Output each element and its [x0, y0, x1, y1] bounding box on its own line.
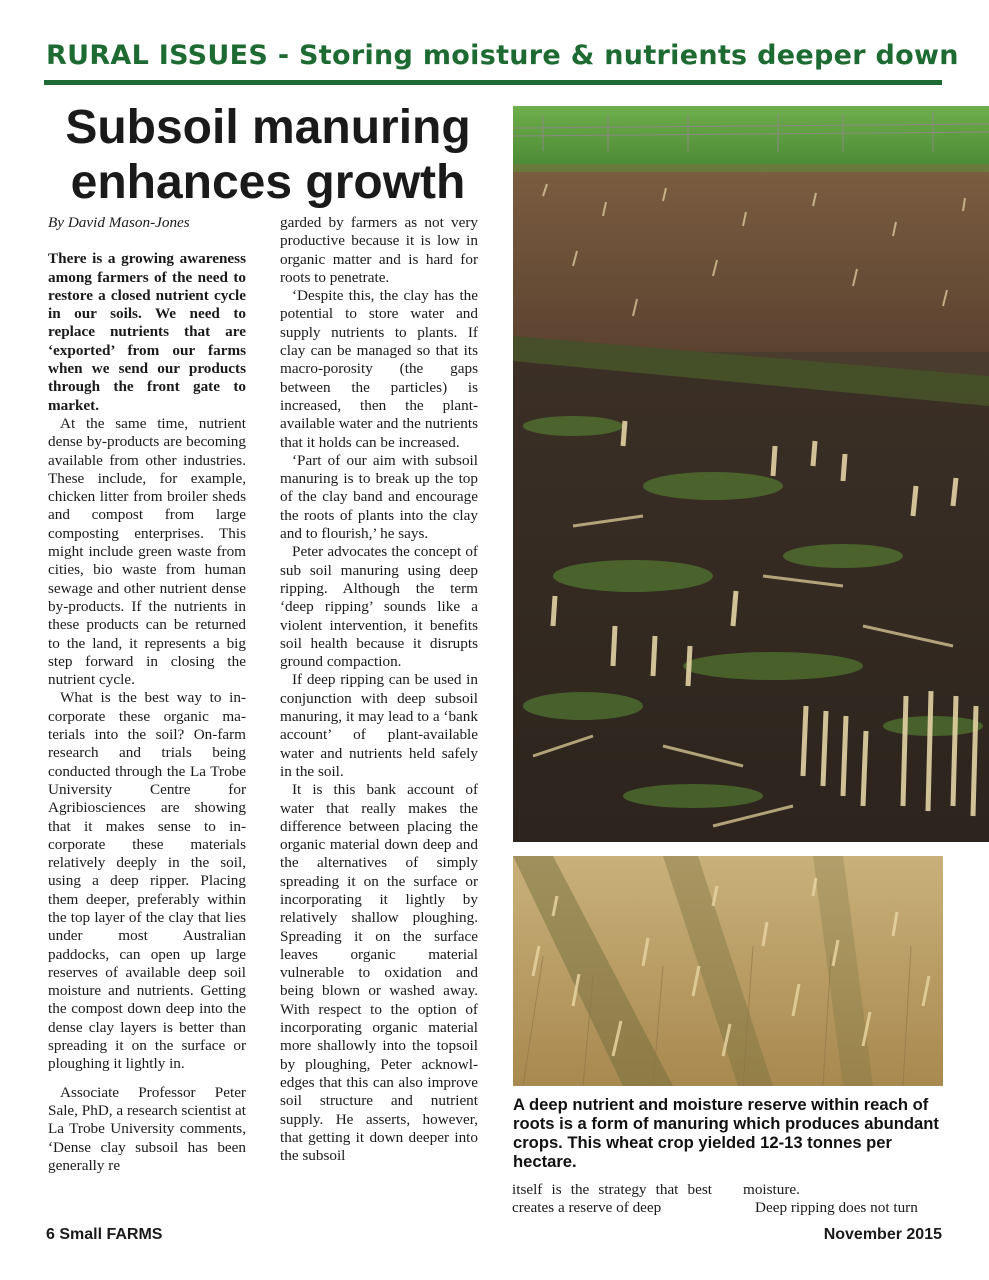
paragraph: If deep ripping can be used in conjunction with deep subsoil manuring, it may lead to a ‘bank account’ of plant-available water and nutrients held safely in the soil. — [280, 671, 478, 780]
paragraph: moisture. — [743, 1181, 800, 1198]
paragraph: Deep ripping does not turn — [755, 1199, 918, 1217]
paragraph: ‘Despite this, the clay has the potential to store water and supply nutrients to plants. If clay can be managed so that its macro-porosity (the gaps between the particles) is increased, then the plant-available water and the nutrients that it holds can be increased. — [280, 287, 478, 451]
headline-line-2: enhances growth — [70, 156, 466, 209]
paragraph: garded by farmers as not very productive because it is low in organic matter and is hard for roots to penetrate. — [280, 214, 478, 286]
paragraph: itself is the strategy that best creates a reserve of deep — [512, 1181, 712, 1217]
article-column-4 — [743, 1181, 943, 1218]
lead-paragraph: There is a growing awareness among farmers of the need to restore a closed nutrient cycle in our soils. We need to replace nutrients that are ‘exported’ from our farms when we send our products through the front gate to market. — [48, 250, 246, 414]
footer-page-label: 6 Small FARMS — [46, 1226, 163, 1243]
headline-line-1: Subsoil manuring — [65, 101, 471, 154]
paddock-photo — [513, 106, 989, 842]
paragraph: Peter advocates the concept of sub soil manuring using deep ripping. Although the term ‘deep ripping’ sounds like a violent intervention, it benefits soil health because it disrupts ground compaction. — [280, 543, 478, 671]
wheat-crop-photo — [513, 856, 943, 1086]
footer-date: November 2015 — [823, 1226, 942, 1243]
article-column-3 — [512, 1181, 712, 1218]
paragraph: At the same time, nutrient dense by-products are becoming available from other industries. These include, for example, chicken litter from broiler sheds and compost from large composting enterprises. This might include green waste from cities, bio waste from human sewage and other nutrient dense by-products. If the nutrients in these products can be returned to the land, it represents a big step forward in closing the nutrient cycle. — [48, 414, 246, 689]
photo-caption: A deep nutrient and moisture reserve within reach of roots is a form of manuring which produces abundant crops. This wheat crop yielded 12-13 tonnes per hectare. — [513, 1095, 939, 1171]
paragraph: What is the best way to incorporate these organic materials into the soil? On-farm research and trials being conducted through the La Trobe University Centre for Agribiosciences are showing that it makes sense to incorporate these materials relatively deeply in the soil, using a deep ripper. Placing them deeper, preferably within the top layer of the clay that lies under most Australian paddocks, can open up large reserves of available deep soil moisture and nutrients. Getting the compost down deep into the dense clay layers is better than spreading it on the surface or ploughing it lightly in. — [48, 689, 246, 1073]
section-header: RURAL ISSUES - Storing moisture & nutrients deeper down — [46, 40, 959, 71]
byline: By David Mason-Jones — [48, 214, 190, 231]
paragraph: Associate Professor Peter Sale, PhD, a research scientist at La Trobe University comments, ‘Dense clay subsoil has been generally re — [48, 1083, 246, 1174]
header-rule — [44, 80, 942, 85]
paragraph: ‘Part of our aim with subsoil manuring is to break up the top of the clay band and encourage the roots of plants into the clay and to flourish,’ he says. — [280, 451, 478, 543]
article-column-1 — [48, 214, 246, 1175]
paragraph: It is this bank account of water that really makes the difference between placing the organic material down deep and the alternatives of simply spreading it on the surface or incorporating it lightly by relatively shallow ploughing. Spreading it on the surface leaves organic material vulnerable to oxidation and being blown or washed away. With respect to the option of incorporating organic material more shallowly into the topsoil by ploughing, Peter acknowledges that this can also improve soil structure and nutrient supply. He asserts, however, that getting it down deeper into the subsoil — [280, 781, 478, 1165]
article-column-2 — [280, 214, 478, 1165]
headline — [48, 100, 488, 210]
